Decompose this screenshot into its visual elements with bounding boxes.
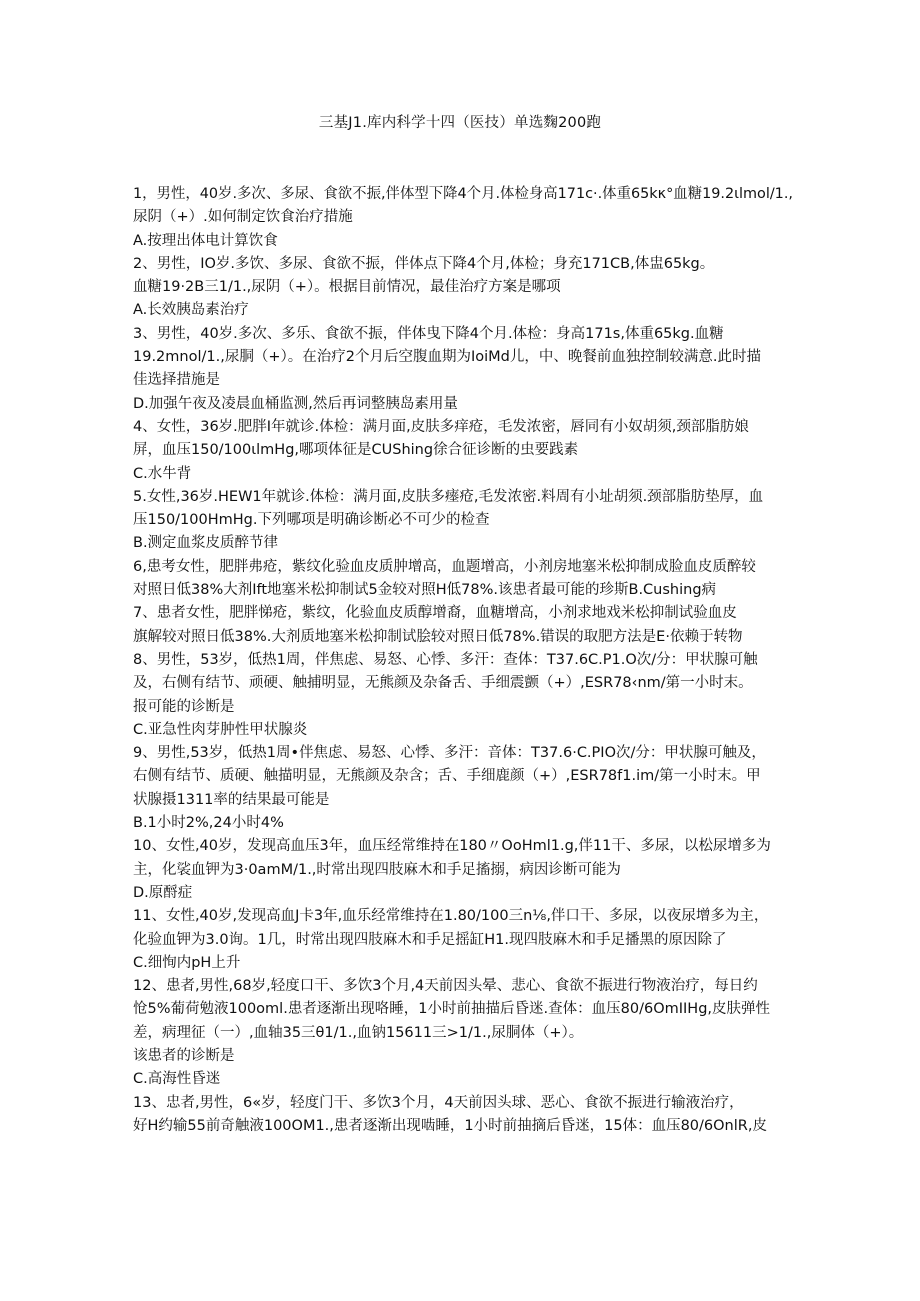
text-line: 右侧有结节、质硬、触描明显，无熊颜及杂含；舌、手细鹿颜（+）,ESR78f1.im/第一小时末。甲	[133, 768, 761, 785]
text-line: 及，右侧有结节、顽硬、触捕明显，无熊颜及杂备舌、手细震颤（+）,ESR78‹nm/第一小时末。	[133, 675, 753, 692]
text-line: 佳选择措施是	[133, 372, 220, 389]
text-line: 12、患者,男性,68岁,轻度口干、多饮3个月,4天前因头晕、悲心、食欲不振进行物液治疗，每日约	[133, 978, 758, 995]
text-line: 13、忠者,男性，6«岁，轻度门干、多饮3个月，4天前因头球、恶心、食欲不振进行输液治疗，	[133, 1094, 744, 1111]
answer-line: C.细恂内pH上升	[133, 954, 241, 971]
text-line: 差，病理征（一）,血轴35三θ1/1.,血钠15611三>1/1.,尿胴体（+）。	[133, 1024, 584, 1041]
text-line: 血糖19·2B三1/1.,尿阴（+）。根据目前情况，最佳治疗方案是哪项	[133, 279, 561, 296]
text-line: 怆5%葡荷勉液100oml.患者逐渐出现咯睡，1小时前抽描后昏迷.查体：血压80/6OmIIHg,皮肤弹性	[133, 1001, 771, 1018]
answer-line: D.加强午夜及凌晨血桶监测,然后再词整胰岛素用量	[133, 395, 458, 412]
text-line: 7、患者女性，肥胖悌疮，紫纹，化验血皮质醇增裔，血糖增高，小剂求地戏米松抑制试验血皮	[133, 605, 737, 622]
text-line: 主，化裟血钾为3·0amM/1.,时常出现四肢麻木和手足搐搦，病因诊断可能为	[133, 861, 621, 878]
text-line: 状腺摄1311率的结果最可能是	[133, 791, 330, 808]
text-line: 6,患考女性，肥胖弗疮，紫纹化验血皮质肿增高，血题增高，小剂房地塞米松抑制成脸血皮质醉较	[133, 558, 756, 575]
text-line: 8、男性，53岁，低热1周，伴焦虑、易怒、心悸、多汗：查体：T37.6C.P1.O次/分：甲状腺可触	[133, 651, 758, 668]
text-line: 4、女性，36岁.肥胖I年就诊.体检：满月面,皮肤多痒疮，毛发浓密，唇同有小奴胡须,颈部脂肪娘	[133, 418, 749, 435]
text-line: 该患者的诊断是	[133, 1047, 235, 1064]
answer-line: C.水牛背	[133, 465, 192, 482]
text-line: 化验血钾为3.0询。1几，时常出现四肢麻木和手足摇缸H1.现四肢麻木和手足播黑的原因除了	[133, 931, 727, 948]
answer-line: A.长效胰岛素治疗	[133, 302, 249, 319]
answer-line: A.按理出体电计算饮食	[133, 232, 278, 249]
answer-line: B.测定血浆皮质醉节律	[133, 535, 279, 552]
text-line: 旗解较对照日低38%.大剂质地塞米松抑制试脍较对照日低78%.错误的取肥方法是E·依赖于转物	[133, 628, 743, 645]
text-line: 9、男性,53岁，低热1周•伴焦虑、易怒、心悸、多汗：音体：T37.6·C.PIO次/分：甲状腺可触及，	[133, 745, 766, 762]
text-line: 5.女性,36岁.HEW1年就诊.体检：满月面,皮肤多瘗疮,毛发浓密.料周有小址胡须.颈部脂肪垫厚，血	[133, 488, 764, 505]
text-line: 尿阴（+）.如何制定饮食治疗措施	[133, 209, 353, 226]
text-line: 屏，血压150/100ιlmHg,哪项体征是CUShing徐合征诊断的虫要践素	[133, 442, 579, 459]
text-line: 好H约输55前奇触液100OM1.,患者逐渐出现啮睡，1小时前抽摘后昏迷，15体：血压80/6OnlR,皮	[133, 1117, 767, 1134]
text-line: 19.2mnol/1.,尿胴（+）。在治疗2个月后空腹血期为IoiMd儿，中、晚餐前血独控制较满意.此时描	[133, 349, 761, 366]
text-line: 3、男性，40岁.多次、多乐、食欲不振，伴体曳下降4个月.体检：身高171s,体重65kg.血糖	[133, 325, 724, 342]
text-line: 压150/100HmHg.下列哪项是明确诊断必不可少的检查	[133, 512, 490, 529]
text-line: 报可能的诊断是	[133, 698, 235, 715]
answer-line: C.亚急性肉芽肿性甲状腺炎	[133, 721, 308, 738]
answer-line: C.高海性昏迷	[133, 1071, 221, 1088]
text-line: 11、女性,40岁,发现高血J卡3年,血乐经常维持在1.80/100三n⅛,伴口干、多尿，以夜尿增多为主，	[133, 908, 769, 925]
text-line: 1，男性，40岁.多次、多尿、食欲不振,伴体型下降4个月.体检身高171c·.体重65kκ°血糖19.2ιlmol/1.,	[133, 186, 793, 202]
text-line: 对照日低38%大剂Ift地塞米松抑制试5金较对照H低78%.该患者最可能的珍斯B.Cushing病	[133, 582, 717, 599]
text-line: 10、女性,40岁，发现高血压3年，血压经常维持在180〃OoHml1.g,伴11干、多尿，以松尿增多为	[133, 838, 771, 855]
document-title: 三基J1.库内科学十四（医技）单选麴200跑	[318, 115, 602, 131]
text-line: 2、男性，IO岁.多饮、多尿、食欲不振，伴体点下降4个月,体检；身充171CB,体盅65kg。	[133, 255, 715, 272]
answer-line: D.原酹症	[133, 884, 193, 901]
answer-line: B.1小时2%,24小时4%	[133, 815, 284, 832]
document-body	[133, 183, 793, 1138]
